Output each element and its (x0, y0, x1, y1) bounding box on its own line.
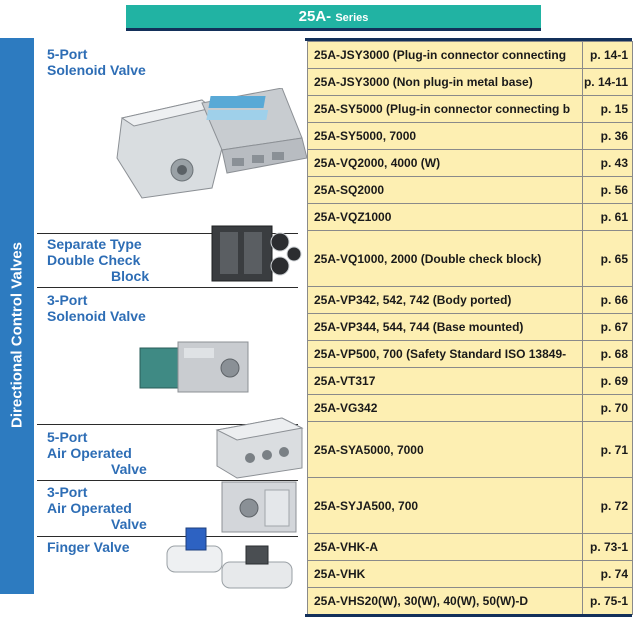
table-row[interactable] (308, 314, 633, 341)
table-row[interactable] (308, 69, 633, 96)
category-label-double-check[interactable]: Separate Type Double Check Block (47, 236, 150, 284)
product-name: 25A-VQ2000, 4000 (W) (308, 150, 583, 177)
table-row[interactable] (308, 561, 633, 588)
page-ref[interactable]: p. 68 (583, 341, 633, 368)
table-row[interactable] (308, 42, 633, 69)
table-row[interactable] (308, 96, 633, 123)
product-name: 25A-VHK (308, 561, 583, 588)
table-bottom-rule (305, 614, 632, 617)
product-name: 25A-VHS20(W), 30(W), 40(W), 50(W)-D (308, 588, 583, 615)
page-ref[interactable]: p. 71 (583, 422, 633, 478)
category-label-5port-solenoid[interactable]: 5-Port Solenoid Valve (47, 46, 146, 78)
product-name: 25A-VG342 (308, 395, 583, 422)
product-name: 25A-JSY3000 (Plug-in connector connecting (308, 42, 583, 69)
category-label-3port-air[interactable]: 3-Port Air Operated Valve (47, 484, 147, 532)
table-row[interactable] (308, 177, 633, 204)
page-ref[interactable]: p. 73-1 (583, 534, 633, 561)
table-row[interactable] (308, 478, 633, 534)
page-ref[interactable]: p. 66 (583, 287, 633, 314)
product-name: 25A-SYA5000, 7000 (308, 422, 583, 478)
page-ref[interactable]: p. 67 (583, 314, 633, 341)
product-name: 25A-VP344, 544, 744 (Base mounted) (308, 314, 583, 341)
divider (37, 287, 298, 288)
double-check-block-image (202, 218, 302, 288)
table-row[interactable] (308, 368, 633, 395)
product-name: 25A-SYJA500, 700 (308, 478, 583, 534)
product-name: 25A-SQ2000 (308, 177, 583, 204)
product-table (307, 41, 633, 615)
product-name: 25A-VT317 (308, 368, 583, 395)
solenoid-valve-manifold-image (112, 88, 312, 200)
product-name: 25A-VP342, 542, 742 (Body ported) (308, 287, 583, 314)
page-ref[interactable]: p. 75-1 (583, 588, 633, 615)
product-name: 25A-SY5000, 7000 (308, 123, 583, 150)
table-row[interactable] (308, 341, 633, 368)
table-row[interactable] (308, 534, 633, 561)
page-ref[interactable]: p. 14-11 (583, 69, 633, 96)
sidebar-label: Directional Control Valves (8, 242, 26, 428)
table-row[interactable] (308, 204, 633, 231)
category-sidebar (0, 38, 34, 594)
page-ref[interactable]: p. 56 (583, 177, 633, 204)
series-suffix: Series (335, 12, 369, 24)
page-ref[interactable]: p. 70 (583, 395, 633, 422)
page-ref[interactable]: p. 74 (583, 561, 633, 588)
page-ref[interactable]: p. 43 (583, 150, 633, 177)
page-ref[interactable]: p. 65 (583, 231, 633, 287)
page-ref[interactable]: p. 15 (583, 96, 633, 123)
table-row[interactable] (308, 123, 633, 150)
category-column (37, 38, 305, 594)
table-row[interactable] (308, 395, 633, 422)
product-name: 25A-VP500, 700 (Safety Standard ISO 13849- (308, 341, 583, 368)
page-ref[interactable]: p. 36 (583, 123, 633, 150)
page-ref[interactable]: p. 61 (583, 204, 633, 231)
3-port-solenoid-valve-image (132, 328, 262, 408)
series-header (126, 5, 541, 31)
product-name: 25A-JSY3000 (Non plug-in metal base) (308, 69, 583, 96)
finger-valve-image (162, 518, 302, 598)
table-row[interactable] (308, 422, 633, 478)
table-row[interactable] (308, 231, 633, 287)
category-label-5port-air[interactable]: 5-Port Air Operated Valve (47, 429, 147, 477)
product-name: 25A-VQZ1000 (308, 204, 583, 231)
air-operated-valve-image (212, 410, 307, 480)
page-ref[interactable]: p. 72 (583, 478, 633, 534)
table-row[interactable] (308, 150, 633, 177)
page-ref[interactable]: p. 69 (583, 368, 633, 395)
product-name: 25A-VQ1000, 2000 (Double check block) (308, 231, 583, 287)
product-name: 25A-SY5000 (Plug-in connector connecting b (308, 96, 583, 123)
category-label-finger-valve[interactable]: Finger Valve (47, 539, 130, 555)
page-ref[interactable]: p. 14-1 (583, 42, 633, 69)
table-row[interactable] (308, 287, 633, 314)
category-label-3port-solenoid[interactable]: 3-Port Solenoid Valve (47, 292, 146, 324)
product-name: 25A-VHK-A (308, 534, 583, 561)
series-title: 25A- (298, 8, 332, 25)
table-row[interactable] (308, 588, 633, 615)
